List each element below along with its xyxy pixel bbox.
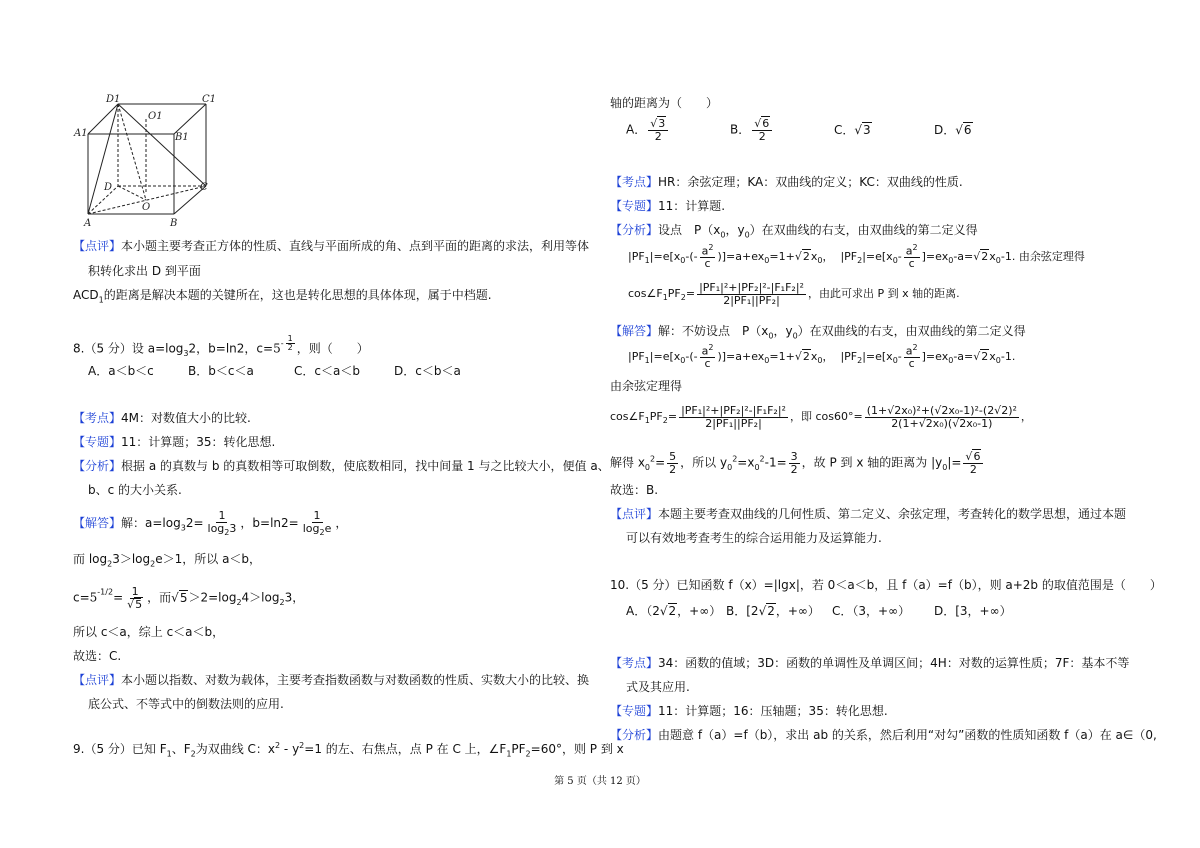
label-O: O [142,202,151,213]
option-d: D．[3，+∞） [934,604,1012,618]
q9-options [626,118,973,142]
q9-stem-cont: 轴的距离为（ ） [610,96,719,110]
label-D: D [104,182,113,193]
q9-jieda-line5: 解得 $x_0^2=$ $\frac{5}{2}$ ，所以 $y_0^2=x_0^2-1=$ $\frac{3}{2}$ ，故 P 到 x 轴的距离为 $|y_0|=$ $\frac{√6}{2}$ [610,451,985,475]
q7-comment-line3: $ACD_1$的距离是解决本题的关键所在，这也是转化思想的具体体现，属于中档题. [73,288,492,305]
q8-jieda-line4: 所以 c＜a，综上 c＜a＜b， [73,625,225,639]
option-c: C．c＜a＜b [294,364,360,378]
q9-stem: 9.（5 分）已知 $F_1$、$F_2$为双曲线 C：$x^2 - y^2=1$ 的左、右焦点，点 P 在 C 上，$\angle F_1PF_2=60^\circ$，则 P 到 x [73,741,624,759]
q9-zhuanti: 【专题】11：计算题. [610,199,726,213]
q8-fenxi-line1: 【分析】根据 a 的真数与 b 的真数相等可取倒数，使底数相同，找中间量 1 与之比较大小，便值 a、 [73,459,610,473]
q8-jieda-line5: 故选：C. [73,649,122,663]
label-A1: A1 [74,128,88,139]
q8-kaodian: 【考点】4M：对数值大小的比较. [73,411,251,425]
label-C1: C1 [202,94,217,105]
q9-kaodian: 【考点】HR：余弦定理；KA：双曲线的定义；KC：双曲线的性质. [610,175,963,189]
label-C: C [200,182,208,193]
label-A: A [84,218,92,229]
page-footer: 第 5 页（共 12 页） [554,776,646,787]
q9-fenxi-line2: $|PF_1|=e[x_0-(-$ $\frac{a^2}{c}$ )]$=a+ex_0=1+√2x_0$， $|PF_2|=e[x_0-$ $\frac{a^2}{c}$ ]$=ex_0-a=√2x_0-1$. 由余弦定理得 [628,243,1085,271]
q10-kaodian-line2: 式及其应用. [626,680,690,694]
q8-jieda-line1: 【解答】解：$a=\log_32=$ $\frac{1}{\log_23}$ ，b=ln2= $\frac{1}{\log_2e}$ ， [73,509,348,537]
option-d: D．√6 [934,122,972,137]
q9-jieda-line4: $\cos\angle F_1PF_2=$ $\frac{\text{|PF₁|²+|PF₂|²-|F₁F₂|²}}{\text{2|PF₁||PF₂|}}$ ，即 cos60°= $\frac{\text{(1+√2x₀)²+(√2x₀-1)²-(2√2)²}}{\text{2(1+√2x₀)(√2x₀-1)}}$ ， [610,404,1032,430]
comment-tag: 【点评】 [73,239,122,253]
q8-zhuanti: 【专题】11：计算题；35：转化思想. [73,435,276,449]
option-c: C．（3，+∞） [832,604,911,618]
q8-jieda-line3: $c=5^{-1/2}=$ $\frac{1}{√5}$ ，而$√5>2=\log_24>\log_23$， [73,585,305,611]
q8-fenxi-line2: b、c 的大小关系. [88,483,182,497]
option-a: A． $\frac{√3}{2}$ [626,118,730,142]
q9-jieda-line1: 【解答】解：不妨设点 $P(x_0$，$y_0$）在双曲线的右支，由双曲线的第二定义得 [610,324,1026,341]
label-D1: D1 [106,94,121,105]
q8-dianping-line1: 【点评】本小题以指数、对数为载体，主要考查指数函数与对数函数的性质、实数大小的比较、换 [73,673,590,687]
q8-jieda-line2: 而 $\log_23>\log_2e>1$，所以 a＜b， [73,552,262,569]
q8-dianping-line2: 底公式、不等式中的倒数法则的应用. [88,697,284,711]
cube-figure [70,92,220,232]
option-b: B．[2√2，+∞） [726,604,820,618]
q10-options [626,604,1012,619]
q9-jieda-line2: $|PF_1|=e[x_0-(-$ $\frac{a^2}{c}$ )]$=a+ex_0=1+√2x_0$， $|PF_2|=e[x_0-$ $\frac{a^2}{c}$ ]$=ex_0-a=√2x_0-1$. [628,343,1016,371]
option-b: B．b＜c＜a [188,364,254,378]
q9-jieda-line3: 由余弦定理得 [610,379,683,393]
q9-fenxi-line1: 【分析】设点 $P(x_0$，$y_0$）在双曲线的右支，由双曲线的第二定义得 [610,223,978,240]
q7-comment-line2: 积转化求出 D 到平面 [88,264,201,278]
label-B1: B1 [175,132,189,143]
label-B: B [170,218,178,229]
option-a: A．（2√2，+∞） [626,604,722,618]
q9-jieda-line6: 故选：B. [610,483,659,497]
option-c: C．√3 [834,122,871,137]
q8-options [88,364,461,379]
label-O1: O1 [148,111,163,122]
q10-kaodian-line1: 【考点】34：函数的值域；3D：函数的单调性及单调区间；4H：对数的运算性质；7F：基本不等 [610,656,1130,670]
q9-dianping-line1: 【点评】本题主要考查双曲线的几何性质、第二定义、余弦定理，考查转化的数学思想，通过本题 [610,507,1127,521]
q7-comment-line1: 【点评】本小题主要考查正方体的性质、直线与平面所成的角、点到平面的距离的求法，利用等体 [73,239,590,253]
q9-fenxi-line3: $\cos\angle F_1PF_2=$ $\frac{\text{|PF₁|²+|PF₂|²-|F₁F₂|²}}{\text{2|PF₁||PF₂|}}$ ，由此可求出 P 到 x 轴的距离. [628,281,960,307]
q9-dianping-line2: 可以有效地考查考生的综合运用能力及运算能力. [626,531,882,545]
option-d: D．c＜b＜a [394,364,461,378]
q10-zhuanti: 【专题】11：计算题；16：压轴题；35：转化思想. [610,704,888,718]
q8-stem: 8.（5 分）设 $a=\log_32$，b=ln2，$c=5^{- \frac{1}{2}}$ ，则（ ） [73,334,369,358]
option-b: B． $\frac{√6}{2}$ [730,118,834,142]
option-a: A．a＜b＜c [88,364,154,378]
q10-stem: 10.（5 分）已知函数 f（x）=|lgx|，若 0＜a＜b，且 f（a）=f（b），则 a+2b 的取值范围是（ ） [610,578,1162,592]
q10-fenxi-line1: 【分析】由题意 f（a）=f（b），求出 ab 的关系，然后利用“对勾”函数的性质知函数 f（a）在 a∈（0, [610,728,1157,742]
